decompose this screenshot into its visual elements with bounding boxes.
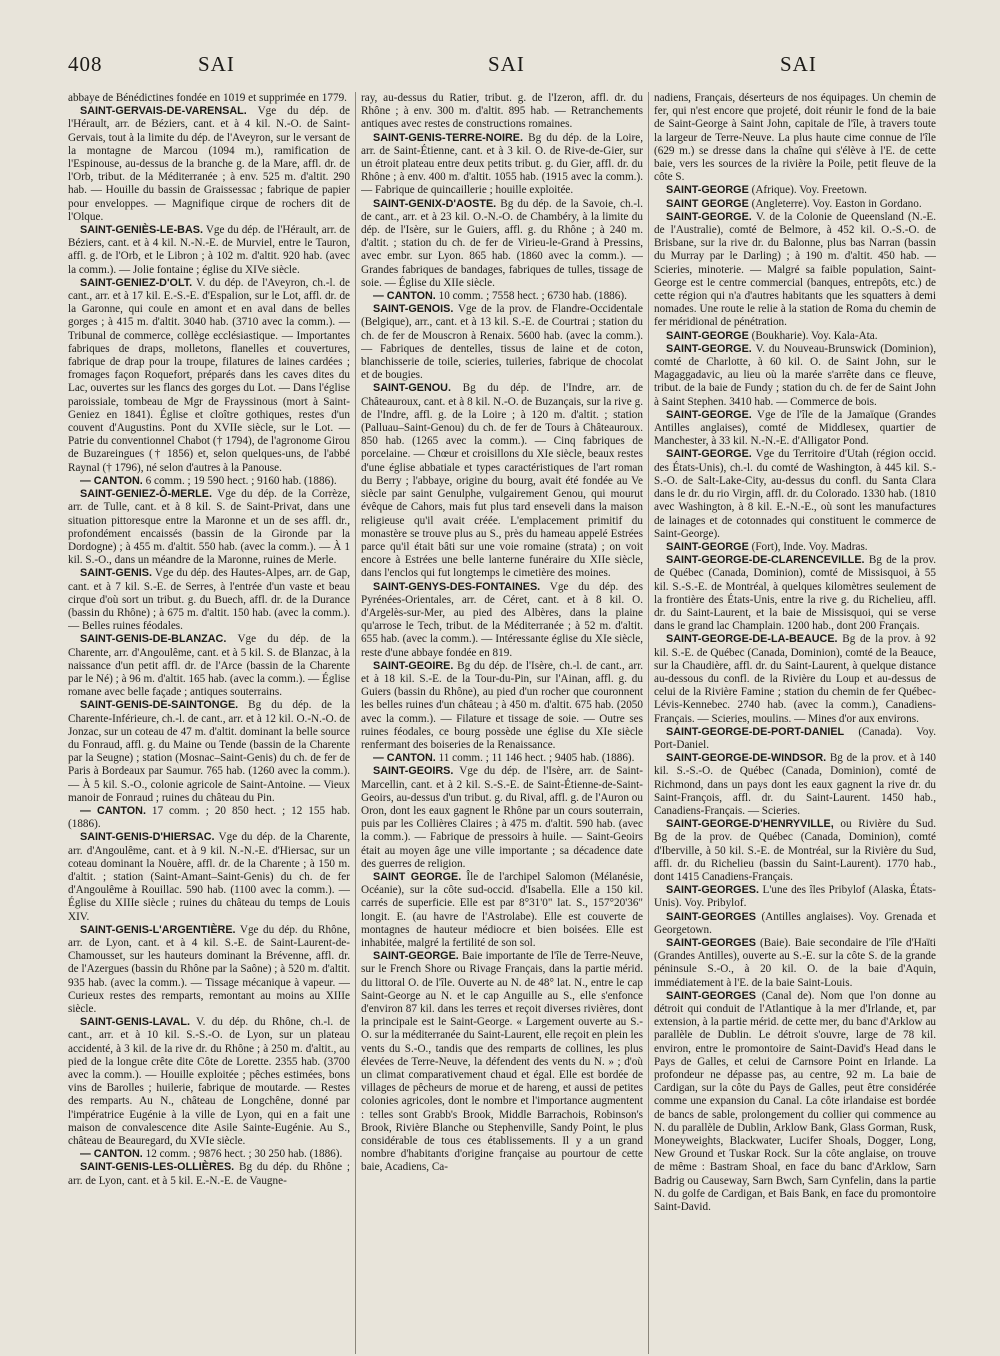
dictionary-entry	[68, 1161, 350, 1187]
dictionary-entry	[654, 198, 936, 211]
entry-text: Vge du dép. de la Charente, arr. d'Angoulême, cant. et à 5 kil. S. de Blanzac, à la naissance d'un petit affl. dr. de l'Arce (bassin de la Charente par le Né) ; à 96 m. d'altit. 165 hab. (avec la comm.). — Église romane avec belle façade ; antiques souterrains.	[68, 633, 350, 699]
entry-headword: SAINT-GEORGE	[666, 184, 749, 197]
entry-text: ray, au-dessus du Ratier, tribut. g. de l'Izeron, affl. dr. du Rhône ; à env. 300 m. d'altit. 895 hab. — Retranchements antiques avec restes de constructions romaines.	[361, 92, 643, 131]
dictionary-entry	[654, 726, 936, 752]
entry-text: Vge du dép. de l'Isère, arr. de Saint-Marcellin, cant. et à 2 kil. S.-S.-E. de Saint-Étienne-de-Saint-Geoirs, au-dessus d'un tribut. g. du Rival, affl. g. de l'Auron ou Oron, dont les eaux gagnent le Rhône par un cours souterrain, puis par les Collières Claires ; à 475 m. d'altit. 590 hab. (avec la comm.). — Fabrique de pressoirs à huile. — Saint-Geoirs était au moyen âge une ville importante ; sa décadence date des guerres de religion.	[361, 765, 643, 870]
entry-text: Bg de la prov. et à 140 kil. S.-S.-O. de Québec (Canada, Dominion), comté de Richmond, dans un pays dont les eaux gagnent la rive dr. du Saint-François, affl. dr. du Saint-Laurent. 1450 hab., Canadiens-Français. — Scieries.	[654, 752, 936, 817]
dictionary-entry	[361, 290, 643, 303]
entry-text: (Fort), Inde. Voy. Madras.	[748, 540, 868, 553]
column-right	[654, 92, 936, 1354]
entry-text: Bg du dép. de la Loire, arr. de Saint-Étienne, cant. et à 3 kil. O. de Rive-de-Gier, sur un étroit plateau entre deux petits tribut. g. du Gier, affl. dr. du Rhône ; à env. 400 m. d'altit. 1055 hab. (1915 avec la comm.). — Fabrique de quincaillerie ; houille exploitée.	[361, 131, 643, 197]
dictionary-entry	[654, 184, 936, 197]
dictionary-entry	[654, 554, 936, 633]
entry-text: V. de la Colonie de Queensland (N.-E. de l'Australie), comté de Belmore, à 452 kil. O.-S.-O. de Brisbane, sur la rive dr. du Balonne, plus bas Narran (bassin du Murray par le Darling) ; à 190 m. d'altit. 450 hab. — Scieries, minoterie. — Malgré sa faible population, Saint-George est le centre commercial (banques, entrepôts, etc.) de cette région qui n'a d'autres habitants que les squatters à demi nomades. Une route le relie à la station de Roma du chemin de fer méridional de pénétration.	[654, 210, 936, 329]
entry-text: 12 comm. ; 9876 hect. ; 30 250 hab. (1886).	[142, 1148, 343, 1161]
entry-headword: SAINT-GENIS-LES-OLLIÈRES.	[80, 1161, 235, 1174]
entry-headword: SAINT-GENOU.	[373, 382, 451, 395]
dictionary-entry	[361, 382, 643, 580]
entry-headword: SAINT-GENOIS.	[373, 303, 454, 316]
dictionary-entry	[68, 224, 350, 277]
entry-text: Vge de l'île de la Jamaïque (Grandes Antilles anglaises), comté de Middlesex, quartier de Manchester, à 33 kil. N.-N.-E. d'Alligator Pond.	[654, 408, 936, 448]
dictionary-entry	[654, 884, 936, 910]
column-middle	[361, 92, 643, 1354]
entry-text: Île de l'archipel Salomon (Mélanésie, Océanie), sur la côte sud-occid. d'Isabella. Elle a 150 kil. carrés de superficie. Elle est par 8°31'0" lat. S., 157°20'36" longit. E. (au havre de l'Astrolabe). Elle est couverte de montagnes de hauteur médiocre et bien boisées. Elle est inhabitée, malgré la fertilité de son sol.	[361, 870, 643, 949]
entry-text: (Baie). Baie secondaire de l'île d'Haïti (Grandes Antilles), ouverte au S.-E. sur la côte S. de la grande péninsule S.-O., à 20 kil. O. de la baie d'Aquin, immédiatement à l'E. de la baie Saint-Louis.	[654, 937, 936, 989]
entry-headword: SAINT-GENIEZ-Ô-MERLE.	[80, 488, 212, 501]
dictionary-entry	[361, 198, 643, 290]
running-head-left: SAI	[198, 52, 235, 76]
dictionary-entry	[361, 581, 643, 660]
column-left	[68, 92, 350, 1354]
dictionary-entry	[68, 105, 350, 224]
entry-text: 10 comm. ; 7558 hect. ; 6730 hab. (1886).	[435, 290, 627, 303]
dictionary-entry	[68, 488, 350, 567]
entry-text: Vge de la prov. de Flandre-Occidentale (Belgique), arr., cant. et à 13 kil. S.-E. de Courtrai ; station du ch. de fer de Mouscron à Renaix. 5600 hab. (avec la comm.). — Fabriques de dentelles, tissus de laine et de coton, blanchisserie de toile, scieries, tuileries, fabrique de chocolat et de bougies.	[361, 303, 643, 382]
entry-text: V. du Nouveau-Brunswick (Dominion), comté de Charlotte, à 60 kil. O. de Saint John, sur le Magaggadavic, au lieu où la marée s'arrête dans ce fleuve, tribut. de la baie de Fundy ; station du ch. de fer de Saint John à Saint Stephen. 3410 hab. — Commerce de bois.	[654, 342, 936, 408]
dictionary-entry	[654, 937, 936, 990]
entry-headword: SAINT-GEORGE.	[666, 210, 752, 223]
dictionary-entry	[654, 330, 936, 343]
entry-headword: SAINT-GEORGES	[666, 910, 756, 923]
entry-text: Vge du dép. de l'Hérault, arr. de Béziers, cant. et à 4 kil. N.-N.-E. de Murviel, entre le Tauron, affl. g. de l'Orb, et le Libron ; à 102 m. d'altit. 920 hab. (avec la comm.). — Jolie fontaine ; église du XIVe siècle.	[68, 224, 350, 276]
dictionary-entry	[68, 92, 350, 105]
entry-text: (Antilles anglaises). Voy. Grenada et Georgetown.	[654, 910, 936, 936]
dictionary-entry	[361, 871, 643, 950]
entry-text: Bg de la prov. à 92 kil. S.-E. de Québec (Canada, Dominion), comté de la Beauce, sur la Chaudière, affl. dr. du Saint-Laurent, à quelque distance au-dessous du confl. de la Rivière du Loup et au-dessus de celui de la Rivière Famine ; station du chemin de fer Québec-Lévis-Kennebec. 2740 hab. (avec la comm.), Canadiens-Français. — Scieries, moulins. — Mines d'or aux environs.	[654, 633, 936, 725]
dictionary-entry	[654, 990, 936, 1214]
dictionary-entry	[361, 92, 643, 132]
entry-headword: SAINT-GEORGE	[666, 329, 749, 342]
entry-text: Bg du dép. de la Savoie, ch.-l. de cant., arr. et à 23 kil. O.-N.-O. de Chambéry, à la limite du dép. de l'Isère, sur le Guiers, affl. g. du Rhône ; à 240 m. d'altit. ; station du ch. de fer de Virieu-le-Grand à Pressins, avec embr. sur Lyon. 865 hab. (1860 avec la comm.). — Grandes fabriques de bandages, fabriques de tulles, tissage de soie. — Église du XIIe siècle.	[361, 197, 643, 289]
entry-headword: SAINT-GERVAIS-DE-VARENSAL.	[80, 105, 247, 118]
column-divider	[355, 92, 356, 1354]
entry-headword: — CANTON.	[80, 474, 143, 487]
entry-headword: SAINT-GENIEZ-D'OLT.	[80, 276, 193, 289]
entry-text: Bg de la prov. de Québec (Canada, Dominion), comté de Missisquoi, à 55 kil. S.-S.-E. de Montréal, à quelques kilomètres seulement de la frontière des États-Unis, entre la rive g. du Richelieu, affl. dr. du Saint-Laurent, et la baie de Missisquoi, qui se verse dans le grand lac Champlain. 1200 hab., dont 200 Français.	[654, 554, 936, 633]
entry-headword: SAINT-GENIS-DE-BLANZAC.	[80, 633, 227, 646]
entry-headword: — CANTON.	[80, 804, 146, 817]
text-columns	[68, 92, 972, 1354]
entry-headword: SAINT GEORGE	[666, 197, 749, 210]
entry-headword: SAINT-GEORGE-D'HENRYVILLE,	[666, 818, 834, 831]
entry-text: abbaye de Bénédictines fondée en 1019 et supprimée en 1779.	[68, 92, 347, 104]
entry-text: Vge du dép. du Rhône, arr. de Lyon, cant. et à 4 kil. S.-E. de Saint-Laurent-de-Chamousset, sur les hauteurs dominant la Brévenne, affl. dr. de l'Azergues (bassin du Rhône par la Saône) ; à 520 m. d'altit. 935 hab. (avec la comm.). — Tissage mécanique à vapeur. — Curieux restes des remparts, remontant au moins au XIIIe siècle.	[68, 923, 350, 1016]
entry-headword: SAINT-GENIÈS-LE-BAS.	[80, 224, 203, 237]
entry-text: Bg du dép. du Rhône ; arr. de Lyon, cant. et à 5 kil. E.-N.-E. de Vaugne-	[68, 1161, 350, 1187]
entry-text: (Canada). Voy. Port-Daniel.	[654, 725, 936, 751]
entry-text: Bg du dép. de l'Indre, arr. de Châteauroux, cant. et à 8 kil. N.-O. de Buzançais, sur la rive g. de l'Indre, affl. g. de la Loire ; à 120 m. d'altit. ; station (Palluau–Saint-Genou) du ch. de fer de Tours à Châteauroux. 850 hab. (1265 avec la comm.). — Cinq fabriques de porcelaine. — Chœur et croisillons du XIe siècle, beaux restes d'une église abbatiale et types caractéristiques de l'art roman du Berry ; l'abbaye, origine du bourg, avait été fondée au Ve siècle par saint Genulphe, vulgairement Genou, qui mourut évêque de Cahors, mais fut plus tard enseveli dans la maison religieuse qu'il avait créée. L'emplacement primitif du monastère se trouve plus au S., près du hameau appelé Estrées parce qu'il était bâti sur une voie romaine (strata) ; on voit encore à Estrées une belle lanterne funéraire du XIIe siècle, dans l'enclos qui fut longtemps le cimetière des moines.	[361, 382, 643, 580]
dictionary-entry	[654, 343, 936, 409]
column-divider	[648, 92, 649, 1354]
entry-headword: SAINT-GEORGES	[666, 989, 756, 1002]
entry-headword: SAINT-GEOIRE.	[373, 659, 454, 672]
page-header	[68, 52, 972, 92]
entry-text: (Angleterre). Voy. Easton in Gordano.	[748, 197, 922, 210]
entry-text: V. du dép. de l'Aveyron, ch.-l. de cant., arr. et à 17 kil. E.-S.-E. d'Espalion, sur le Lot, affl. dr. de la Garonne, qui coule en amont et en aval dans de belles gorges ; à 415 m. d'altit. 3040 hab. (3710 avec la comm.). — Tribunal de commerce, collège ecclésiastique. — Importantes fabriques de draps, molletons, flanelles et couvertures, fabrique de drap pour la troupe, filatures de laines cardées ; fromages façon Roquefort, préparés dans les caves dites du Lac, ouvertes sur les flancs des gorges du Lot. — Dans l'église paroissiale, tombeau de Mgr de Frayssinous (mort à Saint-Geniez en 1841). Église et cloître gothiques, restes d'un couvent d'Augustins. Pont du XVIIe siècle, sur le Lot. — Patrie du conventionnel Chabot († 1794), de l'agronome Girou de Buzareingues († 1856) et, selon quelques-uns, de l'abbé Raynal († 1796), né selon d'autres à la Panouse.	[68, 276, 350, 474]
entry-headword: SAINT-GENIS-DE-SAINTONGE.	[80, 699, 239, 712]
dictionary-entry	[68, 277, 350, 475]
dictionary-entry	[654, 541, 936, 554]
dictionary-entry	[654, 92, 936, 184]
entry-text: Bg du dép. de la Charente-Inférieure, ch.-l. de cant., arr. et à 12 kil. O.-N.-O. de Jonzac, sur un coteau de 47 m. d'altit. dominant la belle source du Fonraud, affl. g. du Maine ou Tende (bassin de la Charente par la Seugne) ; station (Mosnac–Saint-Genis) du ch. de fer de Paris à Bordeaux par Saumur. 765 hab. (1260 avec la comm.). — À 5 kil. S.-O., colonie agricole de Saint-Antoine. — Vieux manoir de Fonraud ; ruines du château du Pin.	[68, 699, 350, 804]
entry-text: ou Rivière du Sud. Bg de la prov. de Québec (Canada, Dominion), comté d'Iberville, à 50 kil. S.-E. de Montréal, sur la Rivière du Sud, affl. dr. du Richelieu (bassin du Saint-Laurent). 1770 hab., dont 1415 Canadiens-Français.	[654, 818, 936, 883]
dictionary-entry	[68, 831, 350, 923]
entry-headword: SAINT-GEORGES.	[666, 884, 759, 897]
entry-text: Vge du dép. de la Corrèze, arr. de Tulle, cant. et à 8 kil. S. de Saint-Privat, dans une situation pittoresque entre la Maronne et un de ses affl. dr., profondément encaissés (bassin de la Gironde par la Dordogne) ; à 455 m. d'altit. 550 hab. (avec la comm.). — À 1 kil. S.-O., dans un méandre de la Maronne, ruines de Merle.	[68, 488, 350, 567]
dictionary-entry	[68, 633, 350, 699]
entry-headword: SAINT-GENIS-TERRE-NOIRE.	[373, 131, 523, 144]
entry-headword: — CANTON.	[373, 752, 436, 765]
dictionary-entry	[361, 303, 643, 382]
entry-headword: — CANTON.	[373, 290, 436, 303]
entry-text: Baie importante de l'île de Terre-Neuve, sur le French Shore ou Rivage Français, dans la partie mérid. du littoral O. de l'île. Ouverte au N. de 48° lat. N., entre le cap Saint-George au N. et le cap Anguille au S., elle s'enfonce d'environ 87 kil. dans les terres et reçoit diverses rivières, dont la principale est le Saint-George. « Largement ouverte au S.-O. sur la méditerranée du Saint-Laurent, elle reçoit en plein les vents du S.-O., tandis que des remparts de collines, les plus élevées de Terre-Neuve, la défendent des vents du N. » ; d'où un climat comparativement chaud et égal. Elle est bordée de villages de pêcheurs de morue et de hareng, et aussi de petites colonies agricoles, dont le nombre et l'importance augmentent : telles sont Grabb's Brook, Middle Barrachois, Robinson's Brook, Rivière Blanche ou Stephenville, Sandy Point, le plus considérable de tous ces établissements. Il y a un grand nombre d'habitants d'origine française au pourtour de cette baie, Acadiens, Ca-	[361, 950, 643, 1174]
entry-headword: SAINT-GENIS-LAVAL.	[80, 1016, 190, 1029]
entry-headword: SAINT-GEORGE.	[373, 950, 459, 963]
entry-text: Vge du dép. des Hautes-Alpes, arr. de Gap, cant. et à 7 kil. S.-E. de Serres, à l'entrée d'un vaste et beau cirque d'où sort un tribut. g. du Buech, affl. dr. de la Durance (bassin du Rhône) ; à 675 m. d'altit. 150 hab. (avec la comm.). — Belles ruines féodales.	[68, 567, 350, 633]
entry-text: (Boukharie). Voy. Kala-Ata.	[748, 329, 878, 342]
entry-text: 11 comm. ; 11 146 hect. ; 9405 hab. (1886).	[435, 752, 635, 765]
entry-text: (Canal de). Nom que l'on donne au détroit qui conduit de l'Atlantique à la mer d'Irlande, et, par extension, à la partie mérid. de cette mer, du banc d'Arklow au parallèle de Dublin. Le détroit s'ouvre, large de 78 kil. environ, entre le promontoire de Saint-David's Head dans le Pays de Galles, et celui de Carnsore Point en Irlande. La profondeur ne dépasse pas, au centre, 92 m. La baie de Cardigan, sur la côte du Pays de Galles, peut être considérée comme une expansion du Canal. La côte irlandaise est bordée de bancs de sable, prolongement du collier qui commence au N. du parallèle de Dublin, Arklow Bank, Glass Gorman, Rusk, Moneyweights, Blackwater, Lucifer Shoals, Dogger, Long, New Ground et Tuskar Rock. Sur la côte anglaise, on trouve de même : Bastram Shoal, en face du banc d'Arklow, Sarn Badrig ou Causeway, Sarn Bwch, Sarn Cynfelin, dans la partie N. du golfe de Cardigan, et Bais Bank, en face du promontoire Saint-David.	[654, 989, 936, 1214]
dictionary-entry	[654, 633, 936, 725]
entry-headword: SAINT-GEORGE.	[666, 408, 752, 421]
entry-headword: — CANTON.	[80, 1148, 143, 1161]
entry-headword: SAINT-GENIS.	[80, 567, 152, 580]
entry-text: V. du dép. du Rhône, ch.-l. de cant., arr. et à 10 kil. S.-S.-O. de Lyon, sur un plateau accidenté, à 3 kil. de la rive dr. du Rhône ; à 250 m. d'altit., au pied de la longue crête dite Côte de Lorette. 2355 hab. (3700 avec la comm.). — Houille exploitée ; pêches estimées, bons vins de Barolles ; huilerie, fabrique de moutarde. — Restes des remparts. Au N., château de Longchêne, donné par l'impératrice Eugénie à la ville de Lyon, qui en a fait une maison de convalescence dite Asile Sainte-Eugénie. Au S., château de Beauregard, du XVIe siècle.	[68, 1016, 350, 1148]
entry-headword: SAINT-GEORGE-DE-WINDSOR.	[666, 752, 827, 765]
entry-headword: SAINT-GEORGE	[666, 540, 749, 553]
dictionary-entry	[68, 567, 350, 633]
running-head-center: SAI	[488, 52, 525, 76]
entry-headword: SAINT-GEOIRS.	[373, 765, 454, 778]
running-head-right: SAI	[780, 52, 817, 76]
entry-headword: SAINT GEORGE.	[373, 870, 462, 883]
dictionary-entry	[68, 699, 350, 805]
dictionary-entry	[654, 752, 936, 818]
dictionary-entry	[654, 448, 936, 540]
entry-text: 17 comm. ; 20 850 hect. ; 12 155 hab. (1886).	[68, 804, 350, 831]
dictionary-entry	[361, 752, 643, 765]
entry-text: 6 comm. ; 19 590 hect. ; 9160 hab. (1886).	[142, 474, 337, 487]
dictionary-entry	[68, 1148, 350, 1161]
page-number: 408	[68, 52, 103, 76]
entry-headword: SAINT-GENIX-D'AOSTE.	[373, 197, 497, 210]
entry-headword: SAINT-GEORGE.	[666, 342, 752, 355]
dictionary-entry	[654, 211, 936, 330]
dictionary-entry	[68, 1016, 350, 1148]
entry-text: L'une des îles Pribylof (Alaska, États-Unis). Voy. Pribylof.	[654, 884, 936, 910]
entry-text: Vge du dép. de l'Hérault, arr. de Béziers, cant. et à 4 kil. N.-O. de Saint-Gervais, tout à la limite du dép. de l'Aveyron, sur le versant de la montagne de Marcou (1094 m.), ramification de l'Espinouse, au-dessus de la branche g. de la Mare, affl. dr. de l'Orb, tribut. de la Méditerranée ; à env. 525 m. d'altit. 290 hab. — Houille du bassin de Graissessac ; fabrique de papier pour enveloppes. — Magnifique cirque de rochers dit de l'Olque.	[68, 105, 350, 223]
entry-headword: SAINT-GEORGE-DE-CLARENCEVILLE.	[666, 554, 865, 567]
dictionary-entry	[361, 660, 643, 752]
entry-headword: SAINT-GENIS-D'HIERSAC.	[80, 831, 215, 844]
entry-headword: SAINT-GENIS-L'ARGENTIÈRE.	[80, 923, 236, 936]
dictionary-entry	[654, 911, 936, 937]
entry-headword: SAINT-GEORGE-DE-PORT-DANIEL	[666, 725, 845, 738]
entry-headword: SAINT-GEORGE-DE-LA-BEAUCE.	[666, 633, 838, 646]
entry-text: Vge du dép. des Pyrénées-Orientales, arr. de Céret, cant. et à 8 kil. O. d'Argelès-sur-Mer, au pied des Albères, dans la plaine qu'arrose le Tech, tribut. de la Méditerranée ; à 52 m. d'altit. 655 hab. (avec la comm.). — Intéressante église du XIe siècle, reste d'une abbaye fondée en 819.	[361, 580, 643, 659]
entry-headword: SAINT-GEORGE.	[666, 448, 752, 461]
entry-text: nadiens, Français, déserteurs de nos équipages. Un chemin de fer, qui n'est encore que projeté, doit réunir le fond de la baie de Saint-George à Saint John, capitale de l'île, à travers toute la largeur de Terre-Neuve. La plus haute cime connue de l'île (629 m.) se dresse dans la chaîne qui s'élève à l'E. de cette baie, vers les sources de la rivière la Poile, petit fleuve de la côte S.	[654, 92, 936, 184]
entry-text: Vge du Territoire d'Utah (région occid. des États-Unis), ch.-l. du comté de Washington, à 445 kil. S.-S.-O. de Salt-Lake-City, au-dessus du confl. du Santa Clara dans le dr. du rio Virgin, affl. dr. du Colorado. 1330 hab. (1810 avec Washington, à 8 kil. E.-N.-E., où sont les manufactures de lainages et de cotonnades qui constituent le commerce de Saint-George).	[654, 448, 936, 540]
dictionary-entry	[361, 132, 643, 198]
dictionary-entry	[654, 818, 936, 884]
entry-text: (Afrique). Voy. Freetown.	[748, 184, 867, 197]
dictionary-entry	[68, 924, 350, 1016]
entry-headword: SAINT-GEORGES	[666, 937, 756, 949]
dictionary-entry	[68, 805, 350, 831]
dictionary-entry	[361, 950, 643, 1174]
entry-text: Vge du dép. de la Charente, arr. d'Angoulême, cant. et à 9 kil. N.-N.-E. d'Hiersac, sur un coteau dominant la Nouère, affl. dr. de la Charente ; à 150 m. d'altit. ; station (Saint-Amant–Saint-Genis) du ch. de fer d'Angoulême à Rouillac. 590 hab. (1100 avec la comm.). — Église du XIIIe siècle ; ruines du château du temps de Louis XIV.	[68, 831, 350, 923]
dictionary-entry	[361, 765, 643, 871]
entry-text: Bg du dép. de l'Isère, ch.-l. de cant., arr. et à 18 kil. S.-E. de la Tour-du-Pin, sur l'Ainan, affl. g. du Guiers (bassin du Rhône), au pied d'un rocher que couronnent les belles ruines d'un château ; à 450 m. d'altit. 675 hab. (2050 avec la comm.). — Filature et tissage de soie. — Outre ses ruines féodales, ce bourg possède une église du XIe siècle renfermant des boiseries de la Renaissance.	[361, 659, 643, 751]
entry-headword: SAINT-GENYS-DES-FONTAINES.	[373, 580, 541, 593]
dictionary-entry	[68, 475, 350, 488]
dictionary-entry	[654, 409, 936, 449]
